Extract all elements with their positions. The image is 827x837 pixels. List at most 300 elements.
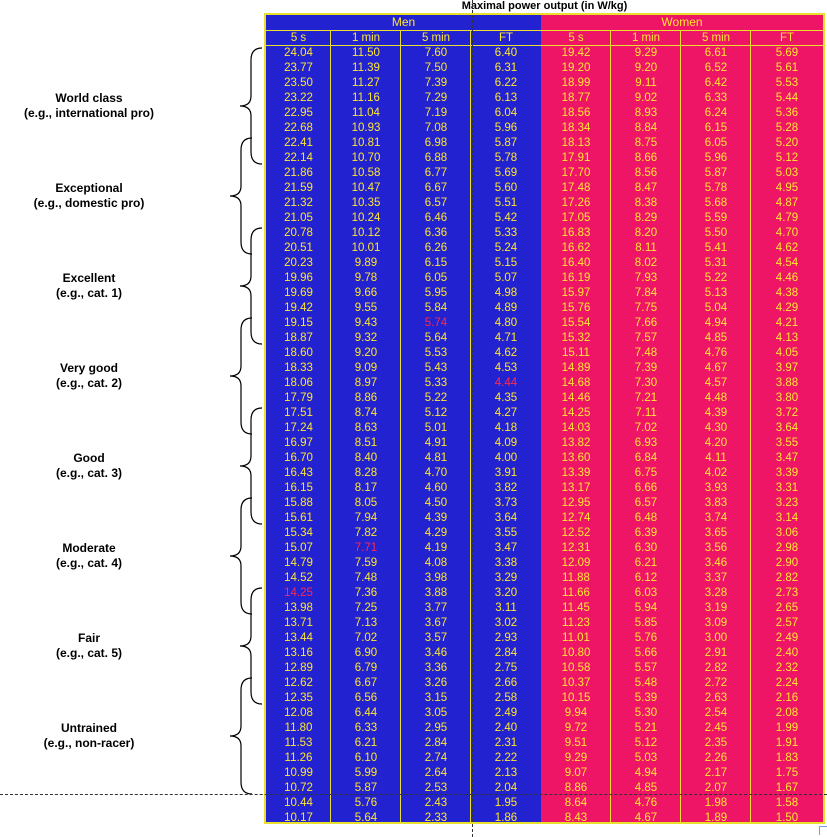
table-cell: 2.84 — [424, 737, 448, 749]
level-brace — [230, 138, 252, 254]
table-cell: 5.41 — [704, 242, 728, 254]
table-cell: 8.64 — [564, 797, 588, 809]
level-example: (e.g., cat. 4) — [55, 556, 123, 570]
table-cell: 3.88 — [424, 587, 448, 599]
table-cell: 4.67 — [704, 362, 728, 374]
table-cell: 5.20 — [775, 137, 799, 149]
table-cell: 12.62 — [284, 677, 313, 689]
table-cell: 5.74 — [424, 317, 448, 329]
table-cell: 3.72 — [775, 407, 799, 419]
table-cell: 11.23 — [562, 617, 590, 629]
table-cell: 3.46 — [704, 557, 728, 569]
table-cell: 20.78 — [284, 227, 313, 239]
table-cell: 4.35 — [494, 392, 518, 404]
table-cell: 6.67 — [354, 677, 378, 689]
table-cell: 5.68 — [704, 197, 728, 209]
table-cell: 9.89 — [354, 257, 378, 269]
level-name: World class — [55, 91, 123, 105]
table-cell: 5.04 — [704, 302, 728, 314]
table-cell: 8.29 — [634, 212, 658, 224]
table-cell: 4.57 — [704, 377, 728, 389]
table-cell: 6.66 — [634, 482, 658, 494]
column-header: 1 min — [631, 32, 661, 44]
table-cell: 4.20 — [704, 437, 728, 449]
level-name: Good — [73, 451, 105, 465]
table-cell: 5.78 — [704, 182, 728, 194]
table-cell: 7.57 — [634, 332, 658, 344]
table-cell: 2.75 — [494, 662, 518, 674]
table-cell: 6.39 — [634, 527, 658, 539]
table-cell: 7.02 — [354, 632, 378, 644]
table-cell: 16.40 — [561, 257, 591, 269]
table-cell: 2.04 — [494, 782, 518, 794]
table-cell: 17.24 — [284, 422, 313, 434]
table-cell: 8.11 — [635, 242, 657, 254]
table-cell: 4.39 — [424, 512, 448, 524]
table-cell: 8.84 — [634, 122, 658, 134]
table-cell: 5.53 — [775, 77, 799, 89]
table-cell: 9.78 — [354, 272, 378, 284]
table-cell: 5.87 — [354, 782, 378, 794]
table-cell: 5.76 — [354, 797, 378, 809]
table-cell: 24.04 — [284, 47, 313, 59]
table-cell: 10.24 — [351, 212, 381, 224]
table-cell: 4.87 — [775, 197, 799, 209]
table-cell: 9.29 — [564, 752, 588, 764]
table-cell: 7.29 — [424, 92, 448, 104]
table-cell: 10.47 — [351, 182, 381, 194]
table-cell: 5.48 — [634, 677, 658, 689]
table-cell: 6.10 — [354, 752, 378, 764]
column-header: 5 min — [701, 32, 731, 44]
table-cell: 2.43 — [424, 797, 448, 809]
table-cell: 2.26 — [704, 752, 728, 764]
table-cell: 10.58 — [561, 662, 591, 674]
table-cell: 13.71 — [284, 617, 313, 629]
table-cell: 7.19 — [424, 107, 448, 119]
table-cell: 15.34 — [284, 527, 313, 539]
table-cell: 16.97 — [284, 437, 313, 449]
table-cell: 1.67 — [775, 782, 799, 794]
table-cell: 3.83 — [704, 497, 728, 509]
table-cell: 6.33 — [354, 722, 378, 734]
guide-line-horizontal — [0, 794, 827, 795]
table-cell: 5.43 — [424, 362, 448, 374]
table-cell: 5.99 — [354, 767, 378, 779]
table-cell: 3.29 — [494, 572, 518, 584]
table-cell: 12.35 — [284, 692, 313, 704]
table-cell: 9.94 — [564, 707, 588, 719]
table-cell: 17.51 — [284, 407, 313, 419]
table-cell: 22.41 — [284, 137, 313, 149]
column-header: FT — [779, 32, 795, 44]
table-cell: 13.17 — [561, 482, 591, 494]
level-name: Excellent — [62, 271, 116, 285]
table-cell: 5.28 — [775, 122, 799, 134]
table-cell: 11.45 — [562, 602, 590, 614]
table-cell: 5.69 — [775, 47, 799, 59]
table-cell: 4.71 — [494, 332, 518, 344]
table-cell: 4.81 — [424, 452, 448, 464]
table-cell: 16.62 — [561, 242, 591, 254]
table-cell: 6.33 — [704, 92, 728, 104]
level-example: (e.g., cat. 3) — [55, 466, 123, 480]
table-cell: 11.88 — [562, 572, 590, 584]
table-cell: 6.88 — [424, 152, 448, 164]
table-cell: 3.09 — [704, 617, 728, 629]
table-cell: 5.12 — [424, 407, 448, 419]
table-cell: 5.78 — [494, 152, 518, 164]
table-cell: 1.58 — [775, 797, 799, 809]
table-cell: 9.72 — [564, 722, 588, 734]
table-cell: 14.68 — [561, 377, 591, 389]
table-cell: 3.20 — [494, 587, 518, 599]
table-cell: 6.13 — [494, 92, 518, 104]
table-cell: 5.44 — [775, 92, 799, 104]
table-cell: 10.99 — [284, 767, 313, 779]
table-cell: 4.94 — [704, 317, 728, 329]
level-example: (e.g., cat. 5) — [55, 646, 123, 660]
table-cell: 4.50 — [424, 497, 448, 509]
table-cell: 5.96 — [704, 152, 728, 164]
table-cell: 1.99 — [775, 722, 799, 734]
table-cell: 5.03 — [634, 752, 658, 764]
table-cell: 6.04 — [494, 107, 518, 119]
level-brace — [230, 678, 252, 794]
table-cell: 5.24 — [494, 242, 518, 254]
table-cell: 5.36 — [775, 107, 799, 119]
table-cell: 4.30 — [704, 422, 728, 434]
table-cell: 13.16 — [284, 647, 313, 659]
table-cell: 17.26 — [561, 197, 591, 209]
table-cell: 2.93 — [494, 632, 518, 644]
table-cell: 4.44 — [494, 377, 518, 389]
table-cell: 2.91 — [704, 647, 728, 659]
level-brace — [230, 498, 252, 614]
table-cell: 22.95 — [284, 107, 313, 119]
table-cell: 10.70 — [351, 152, 381, 164]
table-cell: 3.36 — [424, 662, 448, 674]
table-cell: 4.46 — [775, 272, 799, 284]
table-cell: 2.40 — [775, 647, 799, 659]
table-cell: 3.39 — [775, 467, 799, 479]
table-cell: 3.57 — [424, 632, 448, 644]
table-cell: 5.53 — [424, 347, 448, 359]
table-cell: 7.36 — [354, 587, 378, 599]
table-cell: 9.02 — [634, 92, 658, 104]
level-example: (e.g., domestic pro) — [33, 196, 145, 210]
table-cell: 3.37 — [704, 572, 728, 584]
table-cell: 7.39 — [424, 77, 448, 89]
table-cell: 8.93 — [634, 107, 658, 119]
table-cell: 2.31 — [494, 737, 518, 749]
table-cell: 1.75 — [775, 767, 799, 779]
table-cell: 11.53 — [284, 737, 313, 749]
table-cell: 3.55 — [494, 527, 518, 539]
table-cell: 16.70 — [284, 452, 313, 464]
table-cell: 6.26 — [424, 242, 448, 254]
table-cell: 6.21 — [354, 737, 378, 749]
table-cell: 3.74 — [704, 512, 728, 524]
table-cell: 2.64 — [424, 767, 448, 779]
level-brace — [240, 48, 262, 164]
table-cell: 10.72 — [284, 782, 313, 794]
table-cell: 3.65 — [704, 527, 728, 539]
table-cell: 10.35 — [351, 197, 381, 209]
table-cell: 15.11 — [562, 347, 590, 359]
table-cell: 5.13 — [704, 287, 728, 299]
table-cell: 6.24 — [704, 107, 728, 119]
table-cell: 5.57 — [634, 662, 658, 674]
table-cell: 18.06 — [284, 377, 313, 389]
table-cell: 6.46 — [424, 212, 448, 224]
table-cell: 6.98 — [424, 137, 448, 149]
table-cell: 4.27 — [494, 407, 518, 419]
column-header: 1 min — [351, 32, 381, 44]
table-cell: 14.79 — [284, 557, 313, 569]
table-cell: 3.06 — [775, 527, 799, 539]
table-cell: 1.89 — [704, 812, 728, 824]
table-cell: 15.88 — [284, 497, 313, 509]
table-cell: 8.56 — [634, 167, 658, 179]
table-cell: 5.22 — [424, 392, 448, 404]
table-cell: 18.60 — [284, 347, 313, 359]
table-cell: 3.31 — [775, 482, 799, 494]
level-name: Moderate — [62, 541, 116, 555]
table-cell: 2.98 — [775, 542, 799, 554]
table-cell: 10.17 — [284, 812, 313, 824]
table-cell: 9.29 — [634, 47, 658, 59]
table-cell: 6.36 — [424, 227, 448, 239]
table-cell: 6.12 — [634, 572, 658, 584]
table-cell: 4.29 — [775, 302, 799, 314]
table-cell: 5.76 — [634, 632, 658, 644]
table-cell: 5.22 — [704, 272, 728, 284]
level-name: Very good — [59, 361, 118, 375]
table-cell: 4.91 — [424, 437, 448, 449]
table-cell: 2.63 — [704, 692, 728, 704]
table-cell: 3.77 — [424, 602, 448, 614]
table-cell: 10.93 — [351, 122, 381, 134]
table-cell: 2.95 — [424, 722, 448, 734]
table-cell: 5.84 — [424, 302, 448, 314]
table-cell: 3.11 — [495, 602, 517, 614]
table-cell: 13.60 — [561, 452, 591, 464]
level-example: (e.g., cat. 1) — [55, 286, 123, 300]
table-cell: 22.14 — [284, 152, 313, 164]
table-cell: 7.11 — [635, 407, 657, 419]
table-cell: 1.98 — [704, 797, 728, 809]
table-cell: 17.48 — [561, 182, 591, 194]
table-cell: 13.39 — [561, 467, 591, 479]
table-cell: 14.46 — [561, 392, 591, 404]
table-cell: 11.01 — [562, 632, 590, 644]
table-cell: 7.48 — [354, 572, 378, 584]
level-brace — [240, 228, 262, 344]
table-cell: 2.53 — [424, 782, 448, 794]
table-cell: 4.60 — [424, 482, 448, 494]
table-cell: 15.54 — [561, 317, 591, 329]
table-cell: 4.21 — [775, 317, 799, 329]
table-cell: 10.12 — [351, 227, 381, 239]
table-cell: 2.49 — [494, 707, 518, 719]
table-cell: 6.61 — [704, 47, 728, 59]
table-cell: 2.54 — [704, 707, 728, 719]
table-cell: 7.48 — [634, 347, 658, 359]
table-cell: 14.25 — [284, 587, 313, 599]
men-panel — [266, 15, 541, 822]
table-cell: 4.67 — [634, 812, 658, 824]
table-cell: 4.05 — [775, 347, 799, 359]
table-cell: 6.79 — [354, 662, 378, 674]
table-cell: 6.03 — [634, 587, 658, 599]
table-cell: 15.07 — [284, 542, 313, 554]
table-cell: 11.04 — [352, 107, 380, 119]
table-cell: 9.32 — [354, 332, 378, 344]
table-cell: 7.59 — [354, 557, 378, 569]
table-cell: 14.03 — [561, 422, 591, 434]
table-cell: 15.76 — [561, 302, 591, 314]
table-cell: 5.85 — [634, 617, 658, 629]
table-cell: 8.17 — [354, 482, 378, 494]
table-cell: 3.38 — [494, 557, 518, 569]
table-cell: 6.84 — [634, 452, 658, 464]
table-cell: 3.64 — [494, 512, 518, 524]
column-header: 5 s — [290, 32, 307, 44]
resize-corner-handle[interactable] — [819, 826, 827, 835]
table-cell: 10.58 — [351, 167, 381, 179]
table-cell: 9.11 — [635, 77, 657, 89]
table-cell: 19.15 — [284, 317, 313, 329]
table-cell: 6.77 — [424, 167, 448, 179]
table-cell: 10.37 — [561, 677, 591, 689]
table-cell: 1.91 — [775, 737, 799, 749]
table-cell: 2.08 — [775, 707, 799, 719]
level-brace — [230, 318, 252, 434]
table-cell: 4.85 — [634, 782, 658, 794]
column-header: FT — [498, 32, 514, 44]
table-cell: 4.79 — [775, 212, 799, 224]
table-cell: 5.15 — [494, 257, 518, 269]
table-cell: 2.82 — [775, 572, 799, 584]
table-cell: 3.15 — [424, 692, 448, 704]
table-cell: 7.84 — [634, 287, 658, 299]
table-cell: 7.39 — [634, 362, 658, 374]
table-cell: 13.98 — [284, 602, 313, 614]
level-brace — [240, 588, 262, 704]
table-cell: 9.66 — [354, 287, 378, 299]
table-cell: 4.89 — [494, 302, 518, 314]
column-header: 5 min — [421, 32, 451, 44]
table-cell: 6.44 — [354, 707, 378, 719]
table-cell: 6.40 — [494, 47, 518, 59]
table-cell: 9.07 — [564, 767, 588, 779]
table-cell: 4.13 — [775, 332, 799, 344]
table-cell: 8.47 — [634, 182, 658, 194]
table-cell: 6.52 — [704, 62, 728, 74]
table-cell: 13.82 — [561, 437, 591, 449]
table-cell: 19.69 — [284, 287, 313, 299]
table-cell: 16.19 — [561, 272, 591, 284]
table-cell: 15.97 — [561, 287, 591, 299]
table-cell: 7.60 — [424, 47, 448, 59]
table-cell: 4.62 — [494, 347, 518, 359]
level-name: Fair — [77, 631, 100, 645]
table-cell: 7.94 — [354, 512, 378, 524]
table-cell: 4.19 — [424, 542, 448, 554]
table-cell: 10.44 — [284, 797, 313, 809]
table-cell: 5.96 — [494, 122, 518, 134]
table-cell: 21.05 — [284, 212, 313, 224]
table-cell: 5.33 — [494, 227, 518, 239]
table-cell: 3.05 — [424, 707, 448, 719]
table-cell: 10.15 — [561, 692, 591, 704]
table-cell: 3.93 — [704, 482, 728, 494]
table-cell: 18.34 — [561, 122, 591, 134]
table-cell: 6.57 — [424, 197, 448, 209]
table-cell: 15.32 — [561, 332, 591, 344]
table-cell: 4.95 — [775, 182, 799, 194]
table-cell: 5.50 — [704, 227, 728, 239]
table-cell: 7.25 — [354, 602, 378, 614]
table-cell: 19.96 — [284, 272, 313, 284]
women-panel — [541, 15, 823, 822]
table-cell: 7.82 — [354, 527, 378, 539]
table-cell: 12.74 — [561, 512, 591, 524]
table-cell: 5.39 — [634, 692, 658, 704]
table-cell: 12.31 — [561, 542, 591, 554]
table-cell: 18.77 — [561, 92, 591, 104]
table-cell: 1.86 — [494, 812, 518, 824]
table-cell: 8.51 — [354, 437, 378, 449]
table-cell: 3.80 — [775, 392, 799, 404]
table-cell: 2.22 — [494, 752, 518, 764]
table-cell: 5.51 — [494, 197, 518, 209]
table-cell: 3.97 — [775, 362, 799, 374]
table-cell: 4.48 — [704, 392, 728, 404]
table-cell: 20.23 — [284, 257, 313, 269]
table-cell: 4.53 — [494, 362, 518, 374]
table-cell: 6.21 — [634, 557, 658, 569]
table-cell: 10.01 — [351, 242, 381, 254]
table-cell: 4.54 — [775, 257, 799, 269]
table-cell: 2.40 — [494, 722, 518, 734]
table-cell: 6.90 — [354, 647, 378, 659]
table-cell: 8.43 — [564, 812, 588, 824]
table-cell: 16.43 — [284, 467, 313, 479]
table-cell: 6.93 — [634, 437, 658, 449]
table-cell: 6.67 — [424, 182, 448, 194]
table-cell: 7.02 — [634, 422, 658, 434]
table-cell: 10.80 — [561, 647, 591, 659]
table-cell: 4.76 — [634, 797, 658, 809]
table-cell: 5.87 — [494, 137, 518, 149]
table-cell: 18.33 — [284, 362, 313, 374]
table-cell: 9.20 — [634, 62, 658, 74]
table-cell: 2.32 — [775, 662, 799, 674]
table-cell: 4.62 — [775, 242, 799, 254]
table-cell: 19.42 — [561, 47, 591, 59]
table-cell: 11.26 — [284, 752, 313, 764]
men-group-header: Men — [266, 15, 541, 31]
table-cell: 4.70 — [424, 467, 448, 479]
table-cell: 3.67 — [424, 617, 448, 629]
table-cell: 22.68 — [284, 122, 313, 134]
table-cell: 23.77 — [284, 62, 313, 74]
table-cell: 9.09 — [354, 362, 378, 374]
table-cell: 9.43 — [354, 317, 378, 329]
table-cell: 4.11 — [705, 452, 727, 464]
